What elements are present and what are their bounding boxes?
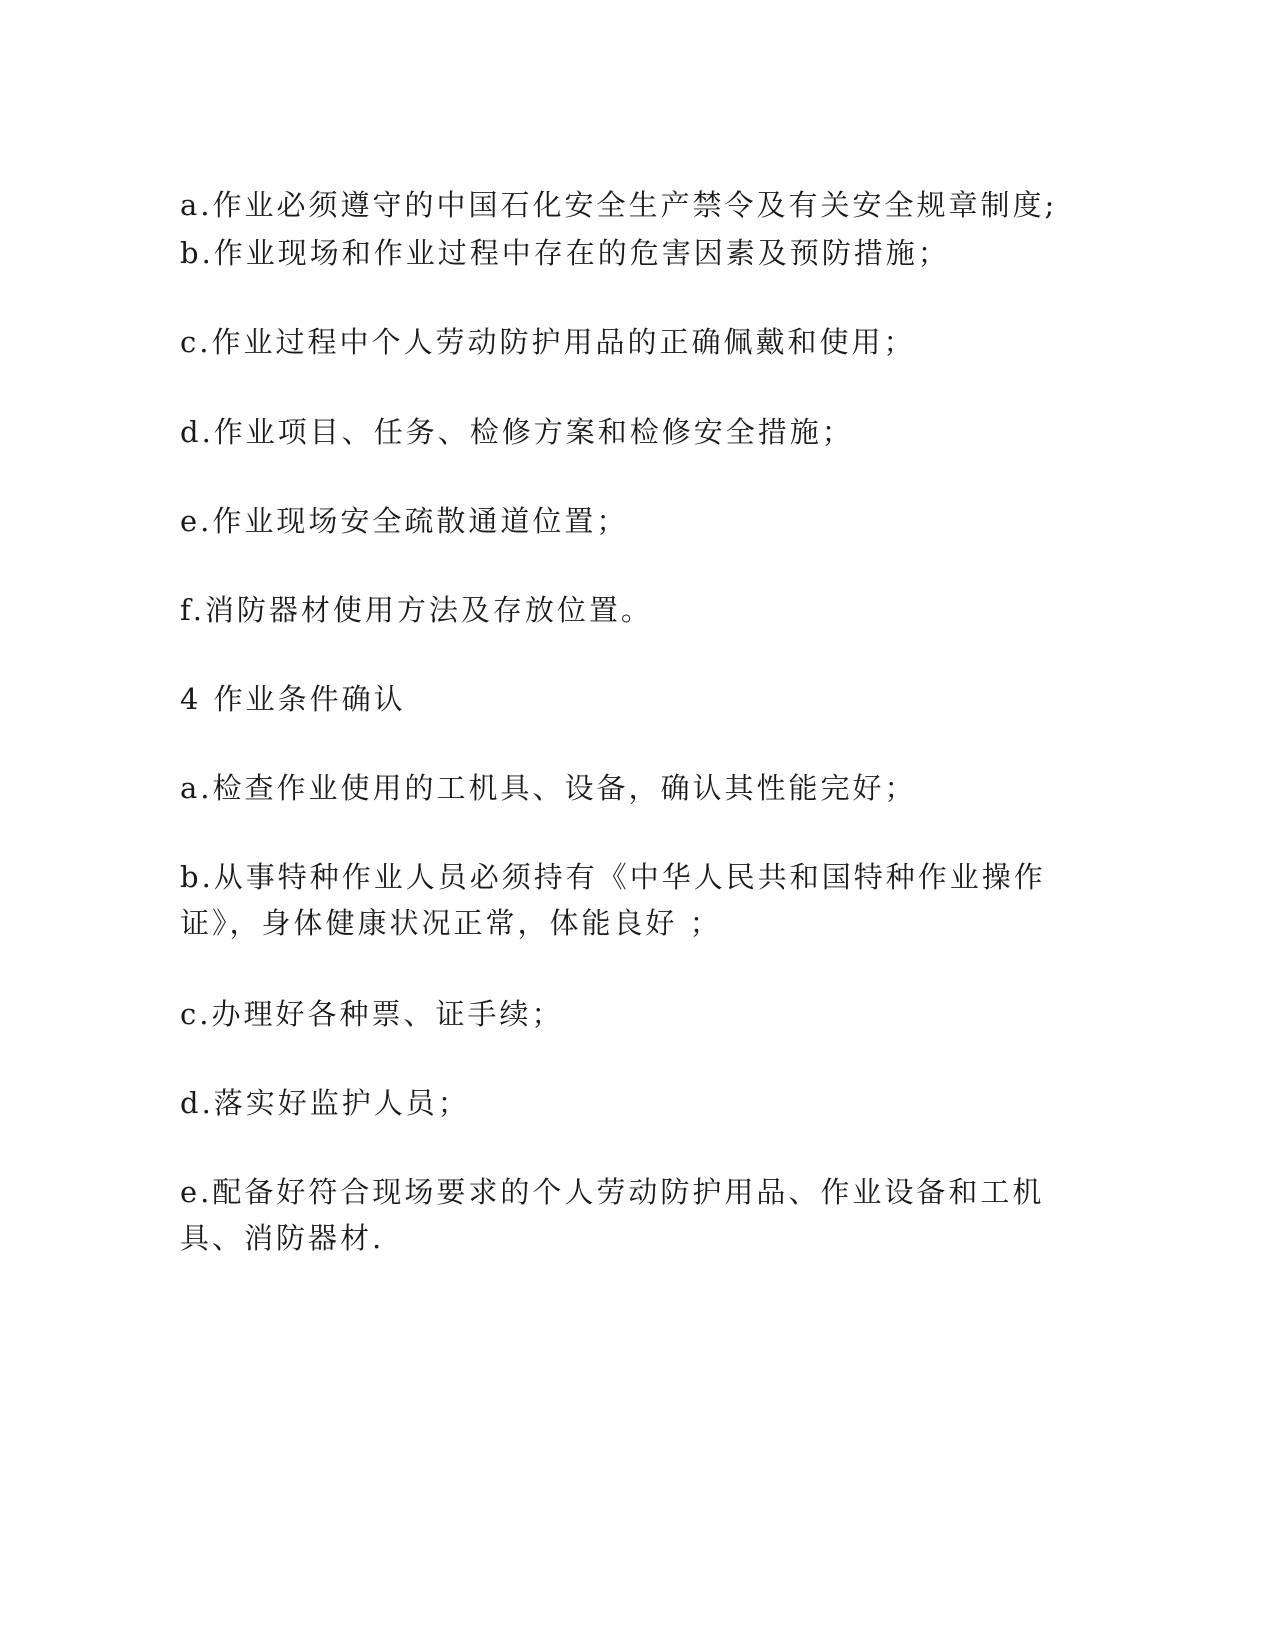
- section-heading: 4 作业条件确认: [180, 682, 406, 716]
- list-item: f.消防器材使用方法及存放位置。: [180, 593, 653, 627]
- list-item: c.办理好各种票、证手续；: [180, 997, 564, 1031]
- list-item: a.检查作业使用的工机具、设备，确认其性能完好；: [180, 771, 917, 805]
- list-item: a.作业必须遵守的中国石化安全生产禁令及有关安全规章制度;: [180, 188, 1058, 222]
- list-item: d.落实好监护人员；: [180, 1086, 470, 1120]
- list-item: e.作业现场安全疏散通道位置；: [180, 504, 629, 538]
- list-item: b.作业现场和作业过程中存在的危害因素及预防措施；: [180, 236, 950, 270]
- list-item: d.作业项目、任务、检修方案和检修安全措施；: [180, 415, 854, 449]
- list-item: b.从事特种作业人员必须持有《中华人民共和国特种作业操作证》，身体健康状况正常，体能良好 ；: [180, 860, 1046, 940]
- list-item: c.作业过程中个人劳动防护用品的正确佩戴和使用；: [180, 325, 916, 359]
- list-item: e.配备好符合现场要求的个人劳动防护用品、作业设备和工机具、消防器材.: [180, 1175, 1045, 1255]
